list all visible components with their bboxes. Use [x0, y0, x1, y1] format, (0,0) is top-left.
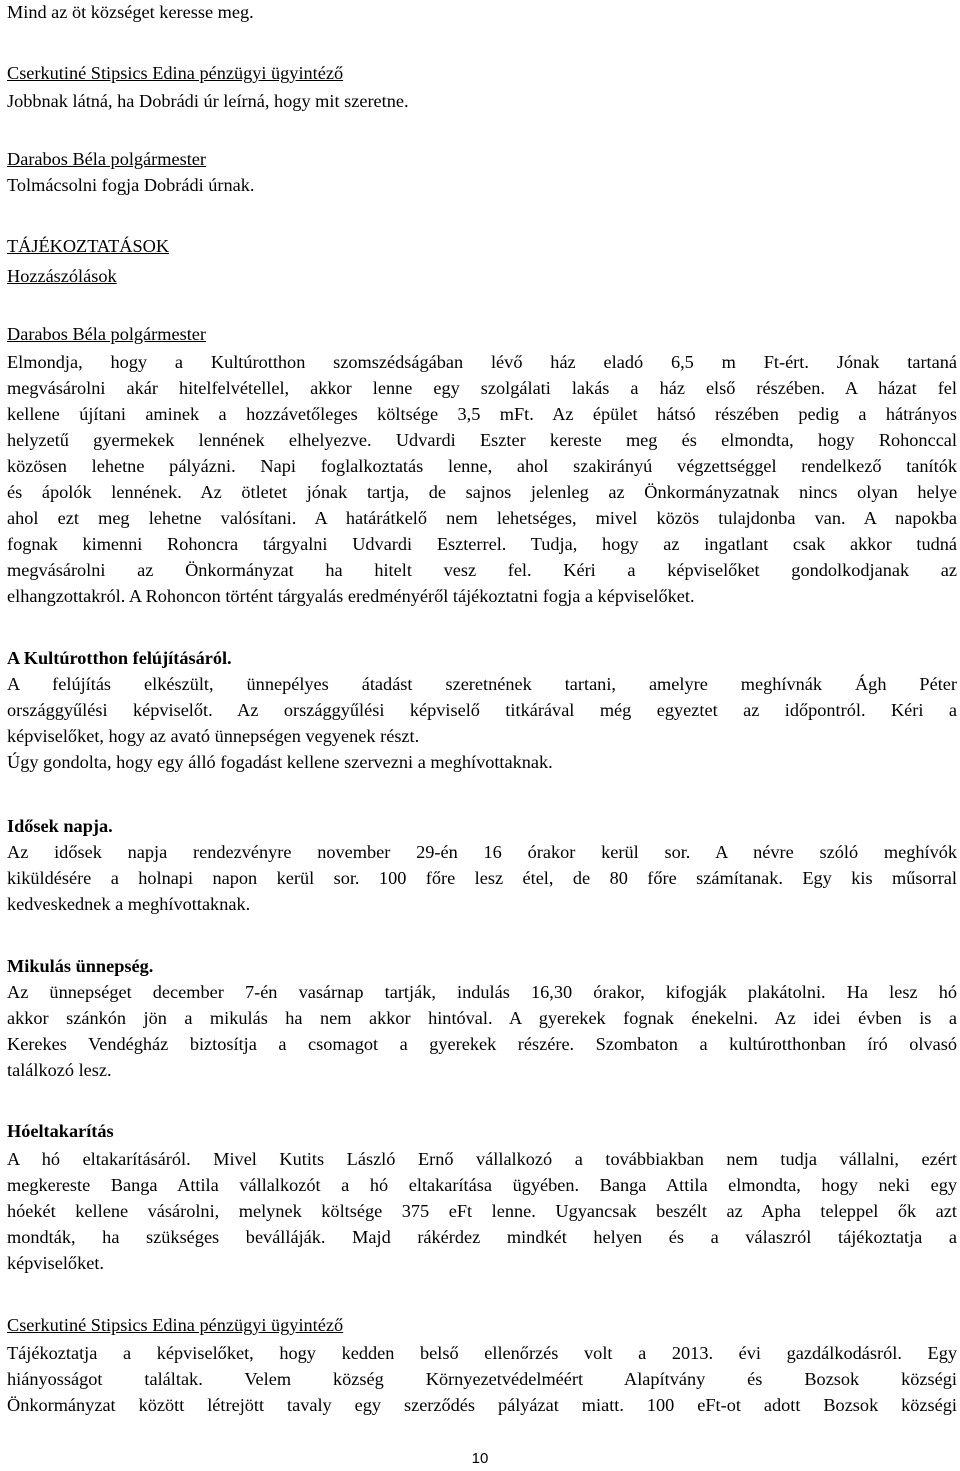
- text-line: Önkormányzat között létrejött tavaly egy szerződés pályázat miatt. 100 eFt-ot adott Bozsok községi: [7, 1395, 957, 1415]
- speaker-heading: Cserkutiné Stipsics Edina pénzügyi ügyintéző: [7, 1315, 344, 1335]
- text-line: helyzetű gyermekek lennének elhelyezve. Udvardi Eszter kereste meg és elmondta, hogy Rohonccal: [7, 430, 957, 450]
- text-line: fognak kimenni Rohoncra tárgyalni Udvardi Eszterrel. Tudja, hogy az ingatlant csak akkor tudná: [7, 534, 957, 554]
- text-line: ahol ezt meg lehetne valósítani. A határátkelő nem lehetséges, mivel közös tulajdonba van. A napokba: [7, 508, 957, 528]
- speaker-heading: Darabos Béla polgármester: [7, 149, 206, 169]
- text-line: Az ünnepséget december 7-én vasárnap tartják, indulás 16,30 órakor, kifogják plakátolni. Ha lesz hó: [7, 982, 957, 1002]
- text-line: országgyűlési képviselőt. Az országgyűlési képviselő titkárával még egyeztet az időpontról. Kéri a: [7, 700, 957, 720]
- text-line: megvásárolni az Önkormányzat ha hitelt vesz fel. Kéri a képviselőket gondolkodjanak az: [7, 560, 957, 580]
- text-line: képviselőket.: [7, 1253, 104, 1273]
- text-line: Elmondja, hogy a Kultúrotthon szomszédságában lévő ház eladó 6,5 m Ft-ért. Jónak tartaná: [7, 352, 957, 372]
- text-line: akkor szánkón jön a mikulás ha nem akkor hintóval. A gyerekek fognak énekelni. Az idei évben is a: [7, 1008, 957, 1028]
- section-heading: A Kultúrotthon felújításáról.: [7, 648, 232, 668]
- subsection-heading: Hozzászólások: [7, 266, 117, 286]
- text-line: Az idősek napja rendezvényre november 29-én 16 órakor kerül sor. A névre szóló meghívók: [7, 842, 957, 862]
- text-line: Mind az öt községet keresse meg.: [7, 2, 254, 22]
- text-line: hiányosságot találtak. Velem község Környezetvédelméért Alapítvány és Bozsok községi: [7, 1369, 957, 1389]
- text-line: A hó eltakarításáról. Mivel Kutits László Ernő vállalkozó a továbbiakban nem tudja vállalni, ezért: [7, 1149, 957, 1169]
- text-line: Tolmácsolni fogja Dobrádi úrnak.: [7, 175, 255, 195]
- text-line: mondták, ha szükséges beválláják. Majd rákérdez mindkét helyen és a válaszról tájékoztatja a: [7, 1227, 957, 1247]
- section-heading: TÁJÉKOZTATÁSOK: [7, 236, 170, 256]
- text-line: Jobbnak látná, ha Dobrádi úr leírná, hogy mit szeretne.: [7, 91, 409, 111]
- section-heading: Hóeltakarítás: [7, 1121, 114, 1141]
- text-line: és ápolók lennének. Az ötletet jónak tartja, de sajnos jelenleg az Önkormányzatnak nincs olyan helye: [7, 482, 957, 502]
- text-line: Tájékoztatja a képviselőket, hogy kedden belső ellenőrzés volt a 2013. évi gazdálkodásról. Egy: [7, 1343, 957, 1363]
- text-line: elhangzottakról. A Rohoncon történt tárgyalás eredményéről tájékoztatni fogja a képviselőket.: [7, 586, 695, 606]
- speaker-heading: Cserkutiné Stipsics Edina pénzügyi ügyintéző: [7, 63, 344, 83]
- text-line: kedveskednek a meghívottaknak.: [7, 894, 251, 914]
- section-heading: Mikulás ünnepség.: [7, 956, 154, 976]
- page-number: 10: [471, 1450, 489, 1467]
- text-line: közösen lehetne pályázni. Napi foglalkoztatás lenne, ahol szakirányú végzettséggel rendelkező tanítók: [7, 456, 957, 476]
- text-line: megkereste Banga Attila vállalkozót a hó eltakarítása ügyében. Banga Attila elmondta, hogy neki egy: [7, 1175, 957, 1195]
- text-line: képviselőket, hogy az avató ünnepségen vegyenek részt.: [7, 726, 420, 746]
- text-line: hóekét kellene vásárolni, melynek költsége 375 eFt lenne. Ugyancsak beszélt az Apha teleppel ők azt: [7, 1201, 957, 1221]
- speaker-heading: Darabos Béla polgármester: [7, 324, 206, 344]
- text-line: A felújítás elkészült, ünnepélyes átadást szeretnének tartani, amelyre meghívnák Ágh Péter: [7, 674, 957, 694]
- text-line: kellene újítani aminek a hozzávetőleges költsége 3,5 mFt. Az épület hátsó részében pedig a hátrányos: [7, 404, 957, 424]
- text-line: Úgy gondolta, hogy egy álló fogadást kellene szervezni a meghívottaknak.: [7, 752, 553, 772]
- text-line: megvásárolni akár hitelfelvétellel, akkor lenne egy szolgálati lakás a ház első részében. A házat fel: [7, 378, 957, 398]
- text-line: Kerekes Vendégház biztosítja a csomagot a gyerekek részére. Szombaton a kultúrotthonban író olvasó: [7, 1034, 957, 1054]
- text-line: találkozó lesz.: [7, 1060, 112, 1080]
- text-line: kiküldésére a holnapi napon kerül sor. 100 főre lesz étel, de 80 főre számítanak. Egy kis műsorral: [7, 868, 957, 888]
- section-heading: Idősek napja.: [7, 816, 113, 836]
